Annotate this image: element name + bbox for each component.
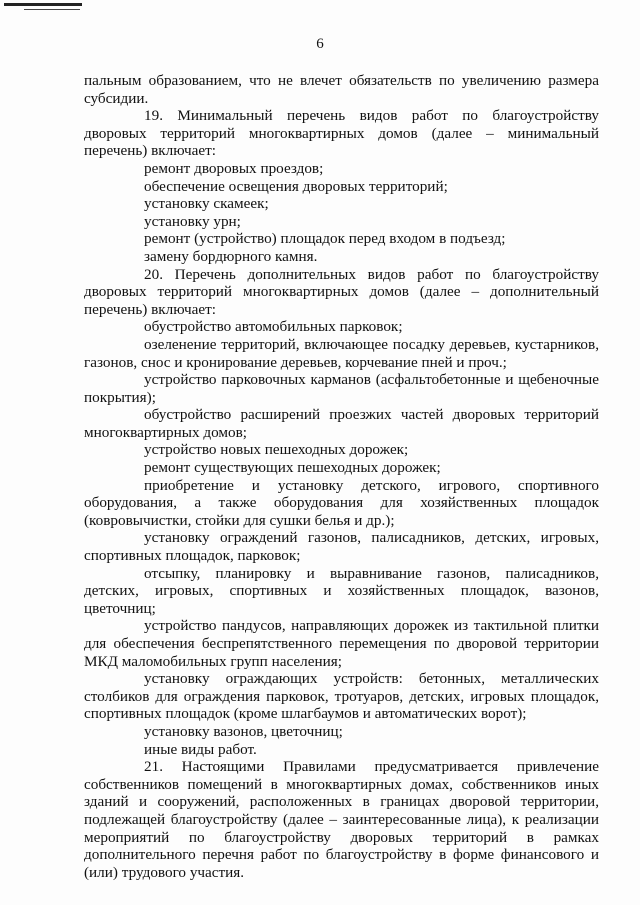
list-item: ремонт (устройство) площадок перед входом в подъезд; bbox=[144, 230, 506, 248]
list-item: замену бордюрного камня. bbox=[144, 247, 318, 265]
list-item: обустройство расширений проезжих частей дворовых территорий многоквартирных домов; bbox=[84, 406, 599, 441]
numbered-paragraph: 20. Перечень дополнительных видов работ по благоустройству дворовых территорий многоквартирных домов (далее – дополнительный перечень) включает: bbox=[84, 265, 599, 318]
list-item: отсыпку, планировку и выравнивание газонов, палисадников, детских, игровых, спортивных и хозяйственных площадок, вазонов, цветочниц; bbox=[84, 564, 599, 617]
list-item: установку ограждений газонов, палисадников, детских, игровых, спортивных площадок, парковок; bbox=[84, 529, 599, 565]
list-item: иные виды работ. bbox=[144, 740, 257, 758]
list-item: устройство парковочных карманов (асфальтобетонные и щебеночные покрытия); bbox=[84, 371, 599, 406]
list-item: приобретение и установку детского, игрового, спортивного оборудования, а также оборудования для хозяйственных площадок (ковровычистки, стойки для сушки белья и др.); bbox=[84, 476, 599, 529]
list-item: ремонт существующих пешеходных дорожек; bbox=[144, 459, 441, 477]
list-item: установку вазонов, цветочниц; bbox=[144, 722, 343, 740]
list-item: установку ограждающих устройств: бетонных, металлических столбиков для ограждения парковок, тротуаров, детских, игровых площадок, спортивных площадок (кроме шлагбаумов и автоматических ворот); bbox=[84, 670, 599, 723]
scan-artifact-line bbox=[24, 9, 80, 10]
list-item: устройство пандусов, направляющих дорожек из тактильной плитки для обеспечения беспрепятственного перемещения по дворовой территории МКД маломобильных групп населения; bbox=[84, 617, 599, 670]
list-item: установку урн; bbox=[144, 212, 241, 230]
paragraph-continuation: пальным образованием, что не влечет обязательств по увеличению размера субсидии. bbox=[84, 72, 599, 107]
list-item: устройство новых пешеходных дорожек; bbox=[144, 441, 409, 459]
numbered-paragraph: 21. Настоящими Правилами предусматривается привлечение собственников помещений в многоквартирных домах, собственников иных зданий и сооружений, расположенных в границах дворовой территории, подлежащей благоустройству (далее – заинтересованные лица), к реализации мероприятий по благоустройству дворовых территорий в рамках дополнительного перечня работ по благоустройству в форме финансового и (или) трудового участия. bbox=[84, 758, 599, 881]
list-item: обустройство автомобильных парковок; bbox=[144, 318, 403, 336]
list-item: установку скамеек; bbox=[144, 195, 269, 213]
scan-artifact-line bbox=[4, 3, 82, 6]
numbered-paragraph: 19. Минимальный перечень видов работ по благоустройству дворовых территорий многоквартирных домов (далее – минимальный перечень) включает: bbox=[84, 107, 599, 160]
list-item: обеспечение освещения дворовых территорий; bbox=[144, 177, 448, 195]
document-body bbox=[84, 72, 599, 881]
list-item: ремонт дворовых проездов; bbox=[144, 159, 324, 177]
page-number: 6 bbox=[316, 36, 324, 52]
list-item: озеленение территорий, включающее посадку деревьев, кустарников, газонов, снос и кронирование деревьев, корчевание пней и проч.; bbox=[84, 335, 599, 371]
